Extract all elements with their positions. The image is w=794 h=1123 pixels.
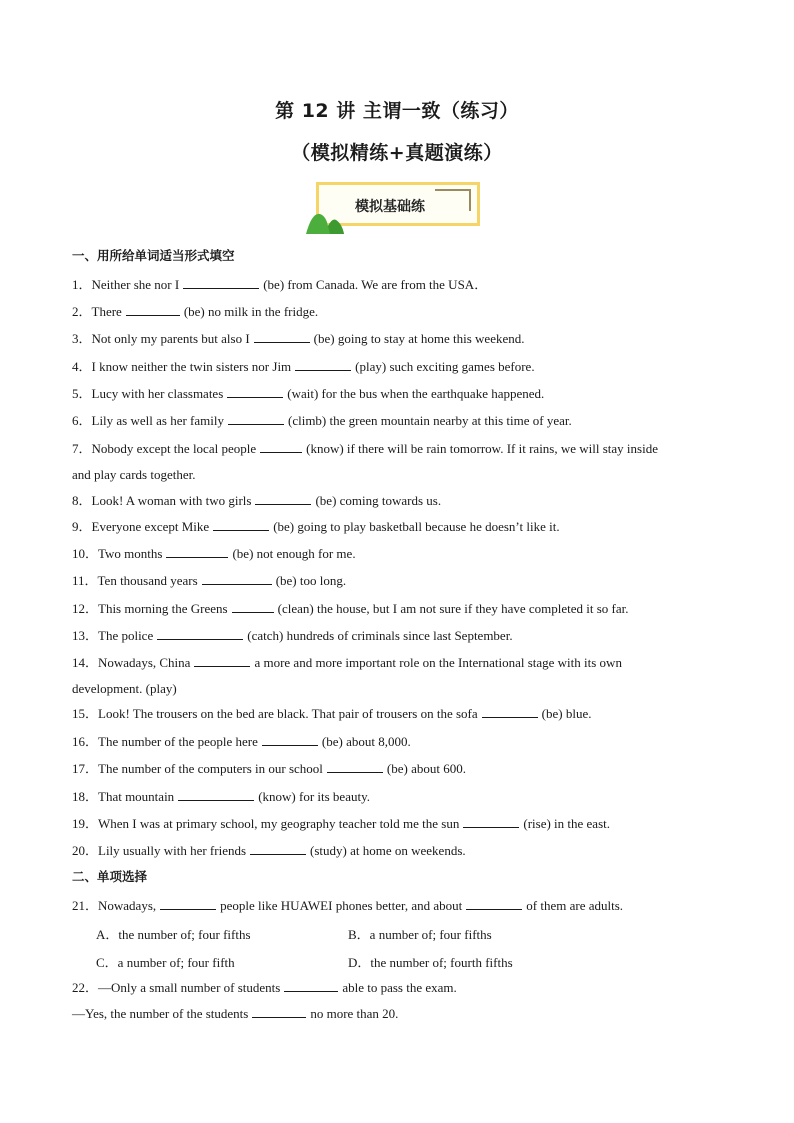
question-text: (know) for its beauty. (258, 789, 370, 804)
answer-blank[interactable] (295, 358, 351, 371)
question-text: of them are adults. (526, 898, 624, 913)
question-text: 22．—Only a small number of students (72, 980, 281, 995)
option-c[interactable]: C．a number of; four fifth (96, 955, 235, 970)
question-text: (be) about 600. (386, 761, 466, 776)
question-text: (be) from Canada. We are from the USA． (263, 277, 488, 292)
question-text: 17．The number of the computers in our school (72, 761, 323, 776)
question-12 (72, 600, 629, 617)
page-subtitle: （模拟精练+真题演练） (291, 142, 503, 164)
question-text: 11．Ten thousand years (72, 573, 198, 588)
question-text: 14．Nowadays, China (72, 655, 191, 670)
question-text: (climb) the green mountain nearby at this time of year. (288, 413, 572, 428)
answer-blank[interactable] (262, 733, 318, 746)
question-text: 18．That mountain (72, 789, 175, 804)
question-13 (72, 627, 513, 644)
badge-decoration (435, 189, 471, 191)
question-text: (wait) for the bus when the earthquake happened. (287, 386, 545, 401)
question-text: (play) such exciting games before. (355, 359, 535, 374)
answer-blank[interactable] (166, 545, 228, 558)
answer-blank[interactable] (160, 897, 216, 910)
question-text: 12．This morning the Greens (72, 601, 228, 616)
question-16 (72, 733, 411, 750)
question-text: 15．Look! The trousers on the bed are black. That pair of trousers on the sofa (72, 706, 478, 721)
question-17 (72, 760, 466, 777)
hills-icon (306, 208, 346, 234)
question-text: (be) about 8,000. (321, 734, 411, 749)
question-text: 1．Neither she nor I (72, 277, 180, 292)
question-text: (be) too long. (275, 573, 347, 588)
option-d[interactable]: D．the number of; fourth fifths (348, 955, 513, 970)
answer-blank[interactable] (157, 627, 243, 640)
question-text: people like HUAWEI phones better, and about (220, 898, 463, 913)
question-text: 20．Lily usually with her friends (72, 843, 247, 858)
page-title: 第 12 讲 主谓一致（练习） (275, 100, 519, 122)
answer-blank[interactable] (252, 1005, 306, 1018)
question-text: (be) coming towards us. (315, 493, 442, 508)
question-20 (72, 842, 466, 859)
question-6 (72, 412, 572, 429)
question-text: a more and more important role on the International stage with its own (254, 655, 622, 670)
badge-decoration-bar (469, 189, 471, 211)
question-text: 6．Lily as well as her family (72, 413, 224, 428)
answer-blank[interactable] (126, 303, 180, 316)
question-2 (72, 303, 318, 320)
section-heading: 一、用所给单词适当形式填空 (72, 248, 235, 263)
question-text: 2．There (72, 304, 122, 319)
question-19 (72, 815, 610, 832)
question-text: (know) if there will be rain tomorrow. If it rains, we will stay inside (306, 441, 658, 456)
question-text: able to pass the exam. (342, 980, 457, 995)
question-text: 7．Nobody except the local people (72, 441, 257, 456)
section-heading: 二、单项选择 (72, 869, 148, 884)
question-text: 3．Not only my parents but also I (72, 331, 250, 346)
question-21 (72, 897, 623, 914)
question-text: 5．Lucy with her classmates (72, 386, 224, 401)
question-9 (72, 518, 560, 535)
question-text: (be) no milk in the fridge. (183, 304, 319, 319)
question-text: 21．Nowadays, (72, 898, 157, 913)
question-text: 13．The police (72, 628, 154, 643)
question-11 (72, 572, 346, 589)
question-text: (catch) hundreds of criminals since last September. (247, 628, 513, 643)
answer-blank[interactable] (327, 760, 383, 773)
question-text: (rise) in the east. (523, 816, 610, 831)
question-14 (72, 654, 622, 671)
answer-blank[interactable] (194, 654, 250, 667)
answer-blank[interactable] (284, 979, 338, 992)
answer-blank[interactable] (250, 842, 306, 855)
question-7-continued: and play cards together. (72, 467, 196, 482)
answer-blank[interactable] (255, 492, 311, 505)
question-text: 19．When I was at primary school, my geography teacher told me the sun (72, 816, 460, 831)
question-8 (72, 492, 441, 509)
question-text: —Yes, the number of the students (72, 1006, 249, 1021)
question-15 (72, 705, 591, 722)
answer-blank[interactable] (466, 897, 522, 910)
question-text: 16．The number of the people here (72, 734, 258, 749)
question-7 (72, 440, 658, 457)
answer-blank[interactable] (228, 412, 284, 425)
question-18 (72, 788, 370, 805)
question-1 (72, 276, 487, 293)
question-4 (72, 358, 535, 375)
answer-blank[interactable] (482, 705, 538, 718)
question-22-reply (72, 1005, 398, 1022)
answer-blank[interactable] (202, 572, 272, 585)
question-text: 4．I know neither the twin sisters nor Jim (72, 359, 292, 374)
answer-blank[interactable] (260, 440, 302, 453)
answer-blank[interactable] (213, 518, 269, 531)
question-14-continued: development. (play) (72, 681, 177, 696)
question-text: (be) going to stay at home this weekend. (313, 331, 525, 346)
answer-blank[interactable] (254, 330, 310, 343)
answer-blank[interactable] (232, 600, 274, 613)
answer-blank[interactable] (178, 788, 254, 801)
answer-blank[interactable] (463, 815, 519, 828)
question-text: (be) going to play basketball because he doesn’t like it. (273, 519, 560, 534)
badge-label: 模拟基础练 (355, 199, 425, 215)
option-b[interactable]: B．a number of; four fifths (348, 927, 492, 942)
answer-blank[interactable] (227, 385, 283, 398)
question-text: (clean) the house, but I am not sure if they have completed it so far. (277, 601, 629, 616)
question-text: no more than 20. (310, 1006, 399, 1021)
option-a[interactable]: A．the number of; four fifths (96, 927, 251, 942)
question-10 (72, 545, 356, 562)
question-5 (72, 385, 544, 402)
question-text: 10．Two months (72, 546, 163, 561)
question-text: (be) blue. (541, 706, 592, 721)
question-22 (72, 979, 457, 996)
question-text: (be) not enough for me. (232, 546, 356, 561)
question-text: (study) at home on weekends. (310, 843, 466, 858)
question-3 (72, 330, 525, 347)
question-text: 8．Look! A woman with two girls (72, 493, 252, 508)
question-text: 9．Everyone except Mike (72, 519, 210, 534)
answer-blank[interactable] (183, 276, 259, 289)
